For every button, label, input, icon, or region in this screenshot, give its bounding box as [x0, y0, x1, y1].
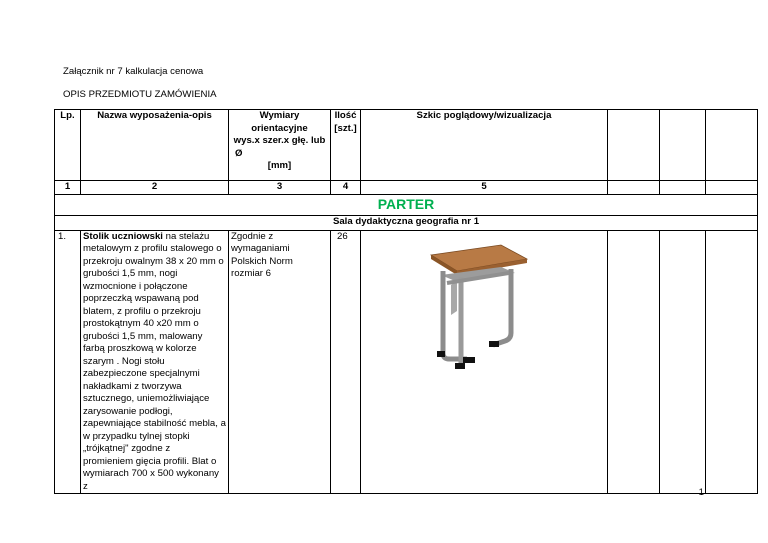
- item-name: Stolik uczniowski: [83, 230, 163, 242]
- order-table: [54, 109, 758, 494]
- section-heading: PARTER: [55, 194, 758, 215]
- room-heading: Sala dydaktyczna geografia nr 1: [55, 215, 758, 230]
- header-empty-2: [660, 110, 706, 181]
- header-dimensions: Wymiary orientacyjne wys.x szer.x głę. lub Ø [mm]: [229, 110, 331, 181]
- header-name: Nazwa wyposażenia-opis: [81, 110, 229, 181]
- header-quantity: Ilość [szt.]: [331, 110, 361, 181]
- row-description: Stolik uczniowski na stelażu metalowym z profilu stalowego o przekroju owalnym 38 x 20 mm o grubości 1,5 mm, nogi wzmocnione i połączone poprzeczką wspawaną pod blatem, z profilu o przekroju prostokątnym 40 x20 mm o grubości 1,5 mm, malowany farbą proszkową w kolorze szarym . Nogi stołu zabezpieczone specjalnymi nakładkami z tworzywa sztucznego, uniemożliwiające zarysowanie podłogi, zapewniające stabilność mebla, a w przypadku tylnej stopki „trójkątnej" zgodne z promieniem gięcia profili. Blat o wymiarach 700 x 500 wykonany z: [81, 230, 229, 494]
- page-number: 1: [698, 487, 704, 498]
- row-sketch: [361, 230, 608, 494]
- school-desk-image: [423, 241, 533, 371]
- col-number: 2: [81, 181, 229, 195]
- col-number: 1: [55, 181, 81, 195]
- attachment-note: Załącznik nr 7 kalkulacja cenowa: [63, 66, 204, 77]
- row-quantity: 26: [331, 230, 361, 494]
- header-sketch: Szkic poglądowy/wizualizacja: [361, 110, 608, 181]
- row-lp: 1.: [55, 230, 81, 494]
- document-title: OPIS PRZEDMIOTU ZAMÓWIENIA: [63, 89, 217, 100]
- header-empty-1: [608, 110, 660, 181]
- header-empty-3: [706, 110, 758, 181]
- row-dimensions: Zgodnie z wymaganiami Polskich Norm rozmiar 6: [229, 230, 331, 494]
- col-number: 3: [229, 181, 331, 195]
- col-number: 4: [331, 181, 361, 195]
- col-number: 5: [361, 181, 608, 195]
- header-lp: Lp.: [55, 110, 81, 181]
